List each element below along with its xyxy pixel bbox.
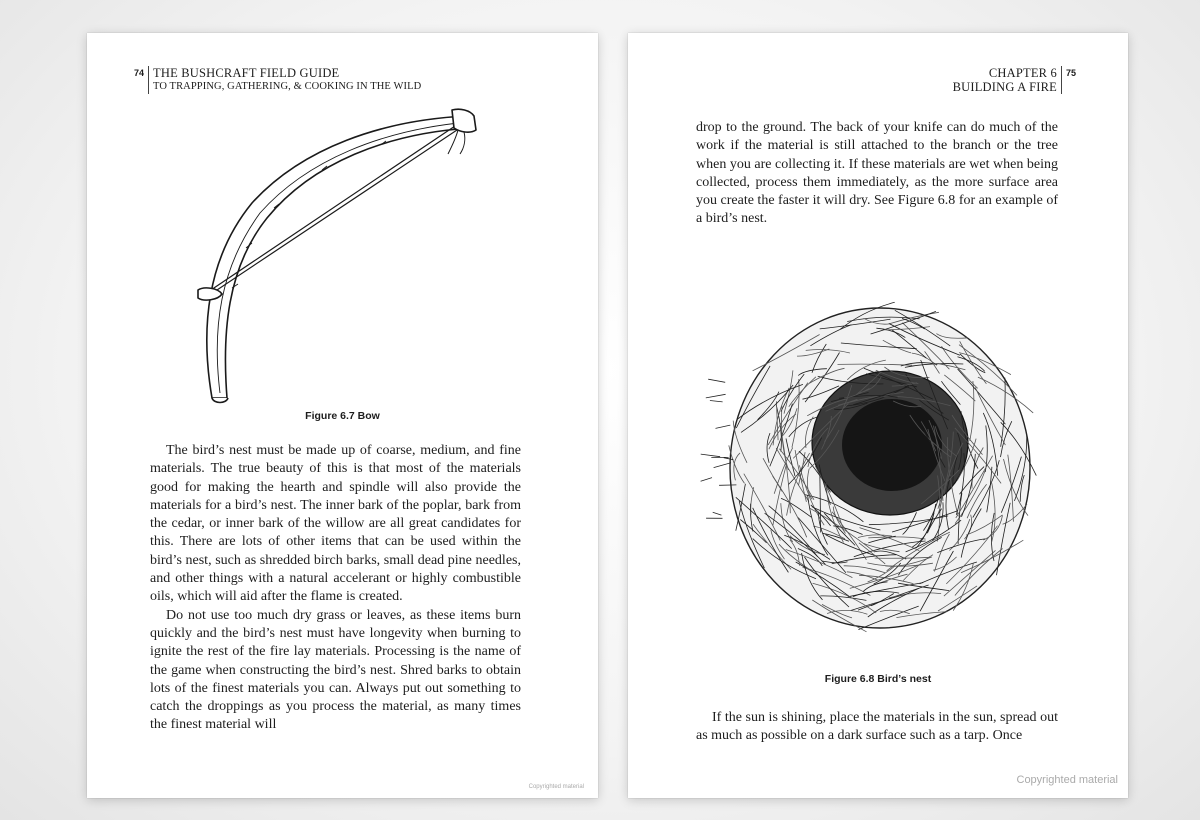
left-body-text — [150, 442, 521, 735]
nest-strand — [714, 463, 731, 468]
right-top-text — [696, 119, 1058, 229]
paragraph: drop to the ground. The back of your knife can do much of the work if the material is still attached to the branch or the tree when you are collecting it. If these materials are wet when being collected, process them immediately, as the more surface area you create the faster it will dry. See Figure 6.8 for an example of a bird’s nest. — [696, 120, 1058, 227]
nest-strand — [716, 425, 731, 428]
page-number-right: 75 — [1065, 68, 1076, 78]
copyright-note-left: Copyrighted material — [528, 784, 584, 790]
header-divider — [148, 66, 149, 94]
copyright-note-right: Copyrighted material — [1016, 774, 1118, 786]
paragraph: Do not use too much dry grass or leaves, as these items burn quickly and the bird’s nest must have longevity when burning to ignite the rest of the fire lay materials. Processing is the name of the game when constructing the bird’s nest. Shred barks to obtain lots of the finest materials you can. Always put out something to catch the droppings as you process the material, as many times the finest material will — [150, 607, 521, 733]
nest-strand — [708, 379, 725, 382]
chapter-label: CHAPTER 6 — [988, 66, 1057, 80]
right-bottom-text — [696, 709, 1058, 746]
nest-strand — [706, 394, 726, 398]
right-page — [628, 33, 1128, 798]
bow-illustration — [182, 108, 482, 408]
running-header-left — [134, 66, 421, 94]
figure-caption-nest: Figure 6.8 Bird’s nest — [824, 673, 932, 685]
left-page — [87, 33, 598, 798]
paragraph: If the sun is shining, place the materials in the sun, spread out as much as possible on a dark surface such as a tarp. Once — [696, 710, 1058, 744]
book-subtitle: TO TRAPPING, GATHERING, & COOKING IN THE WILD — [153, 81, 422, 92]
figure-caption-bow: Figure 6.7 Bow — [305, 410, 380, 422]
chapter-title: BUILDING A FIRE — [952, 80, 1057, 94]
book-title: THE BUSHCRAFT FIELD GUIDE — [153, 66, 340, 80]
nest-strand — [701, 454, 720, 457]
header-divider — [1061, 66, 1062, 94]
birds-nest-illustration — [700, 293, 1060, 653]
nest-strand — [710, 401, 723, 402]
nest-strand — [713, 512, 722, 515]
paragraph: The bird’s nest must be made up of coarse, medium, and fine materials. The true beauty of this is that most of the materials good for making the hearth and spindle will also provide the materials for a bird’s nest. The inner bark of the poplar, bark from the cedar, or inner bark of the willow are all great candidates for this. There are lots of other items that can be used within the bird’s nest, such as shredded birch barks, small dead pine needles, and other things with a natural accelerant or highly combustible oils, which will aid after the flame is created. — [150, 443, 521, 605]
nest-strand — [701, 478, 712, 482]
running-header-right — [953, 66, 1076, 94]
page-number-left: 74 — [134, 68, 145, 78]
